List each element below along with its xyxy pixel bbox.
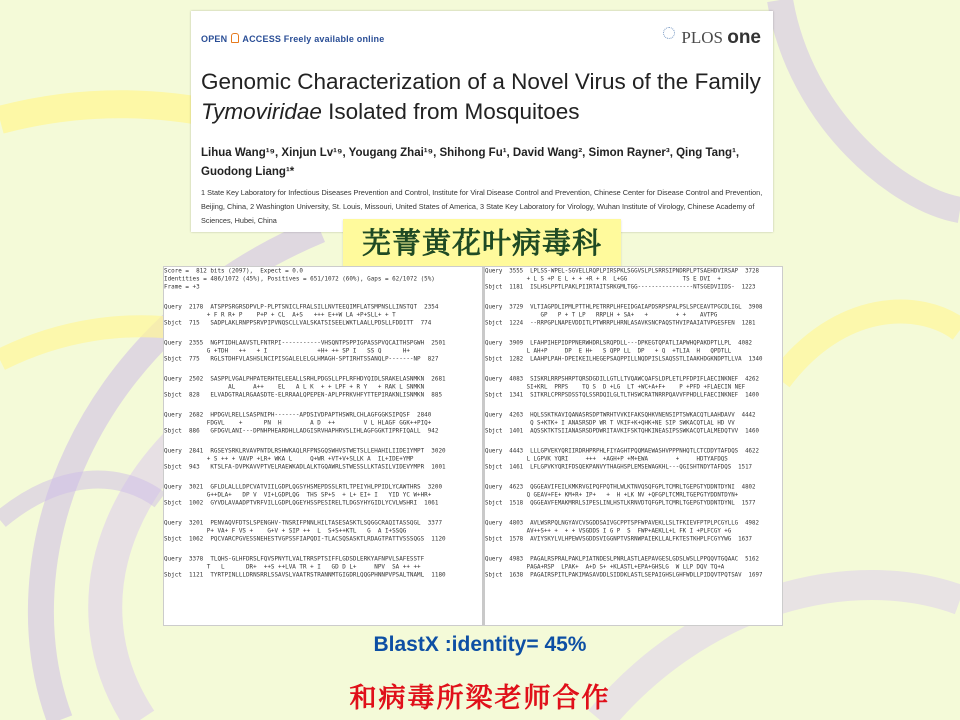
query-line: Query 2502 SASPPLVGALPHPATERHTELEEALLSRHLPDGSLLPFLRFHDYQIDLSRAKELASNMKN 2681 — [164, 375, 446, 383]
paper-affiliations: 1 State Key Laboratory for Infectious Diseases Prevention and Control, Institute for Viral Disease Control and Prevention, Chinese Center for Disease Control and Prevention, Beijing, China, 2 Washington University, St. Louis, Missouri, United States of America, 3 State Key Laboratory for Virology, Wuhan Institute of Virology, Chinese Academy of Sciences, Hubei, China — [201, 188, 763, 225]
alignment-block — [164, 339, 446, 363]
query-line: Query 3378 TLQHS-GLHFDRSLFQVSPNYTLVALTRRSPTSIFFLGDSDLERKYAFNPVLSAFESSTF — [164, 555, 425, 563]
cooperation-caption: 和病毒所梁老师合作 — [349, 683, 611, 714]
query-line: Query 3729 VLTIAGPDLIPMLPTTHLPETRRPLHFEIDGAIAPDSRPSPALPSLSPCEAVTPGCDLIGL 3908 — [485, 303, 763, 311]
subject-line: Sbjct 1282 LAAHPLPAH-DPEIKEILHEGEPSAQPPILLNQDPISLSAQSSTLIAAKHDGKNDPTLLVA 1340 — [485, 355, 763, 363]
query-line: Query 3909 LFAHPIHEPIDPPNERWHDRLSRQPDLL---DPKEGTQPATLIAPWHQPAKDPTLLPL 4082 — [485, 339, 753, 347]
subject-line: Sbjct 1638 PAGAIRSPITLPAKIMASAVDDLSIDDKLASTLSEPAIGHSLGHFWDLLPIDQVTPQTSAV 1697 — [485, 571, 763, 579]
alignment-left-column — [164, 267, 482, 625]
plos-logo-icon — [663, 27, 675, 39]
alignment-block — [485, 339, 762, 363]
query-line: Query 4803 AVLWSRPQLNGYAVCVSGDDSAIVGCPPTSPFWPAVEKLLSLTFKIEVFPTPLPCGYLLG 4982 — [485, 519, 759, 527]
query-line: Query 4263 HQLSSKTKAVIQANASRSDPTWRHTVVKIFAKSQHKVNENSIPTSWKACQTLAAHDAVV 4442 — [485, 411, 756, 419]
subject-line: Sbjct 1181 ISLHSLPPTLPAKLPIIRTAITSRKGMLTGG----------------NTSGEDVIIDS- 1223 — [485, 283, 756, 291]
subject-line: Sbjct 943 KTSLFA-DVPKAVVPTVELRAEWKADLALKTGQAWRLSTWESSLLKTASILVIDEVYMPR 1001 — [164, 463, 446, 471]
subject-line: Sbjct 1341 SITKRLCPRPSDSSTQLSSRDQILGLTLTHSWCRATNRRPQAVVFPHDLLFAECINKNEF 1400 — [485, 391, 759, 399]
alignment-block — [485, 519, 762, 543]
match-line: PAGA+RSP LPAK+ A+D S+ +KLASTL+EPA+GHSLG W LLP DQV TQ+A — [485, 563, 725, 571]
family-label: 芜菁黄花叶病毒科 — [361, 226, 602, 260]
alignment-block — [485, 411, 762, 435]
alignment-header-line: Score = 812 bits (2097), Expect = 0.0 — [164, 267, 304, 275]
subject-line: Sbjct 1121 TYRTPINLLLDRNSRRLSSAVSLVAATRSTRANNMTGIGDRLQQGPHNNPVPSALTNAML 1180 — [164, 571, 446, 579]
match-line: T L DR+ ++S ++LVA TR + I GD D L+ NPV SA ++ ++ — [164, 563, 421, 571]
query-line: Query 4443 LLLGPVEKYQRIIRDRHPRPHLFIYAGHTPQQMAEWASHVPPPNHQTLCTCDDYTAFDQS 4622 — [485, 447, 759, 455]
blast-identity-caption: BlastX :identity= 45% — [373, 633, 587, 656]
open-access-label: OPEN ACCESS Freely available online — [201, 34, 385, 44]
family-label-banner — [343, 219, 621, 268]
subject-line: Sbjct 886 GFDGVLANI---DPNHPHEARDHLLADGISRVHAPHRVSLIHLAGFGGKTIPRFIQALL 942 — [164, 427, 439, 435]
alignment-block — [485, 483, 762, 507]
match-line: Q S+KTK+ I ANASRSDP WR T VKIF+K+QHK+NE SIP SWKACQTLAL HD VV — [485, 419, 735, 427]
query-line: Query 3021 GFLDLALLLDPCVATVIILGDPLQGSYHSMEPDSSLRTLTPEIYHLPPIDLYCAWTHRS 3200 — [164, 483, 443, 491]
alignment-right-column — [482, 267, 783, 625]
subject-line: Sbjct 1002 GYVDLAVAADPTVRFVILLGDPLQGEYHSSPESIRELTLDGSYHYGIDLYCVLWSHRI 1061 — [164, 499, 439, 507]
match-line: G +TDH ++ + I +H+ ++ SP I SS Q H+ — [164, 347, 410, 355]
alignment-block — [485, 267, 762, 291]
query-line: Query 3555 LPLSS-WPEL-SGVELLRQPLPIRSPKLSGGVSLPLSRRSIPNDRPLPTSAEHDVIRSAP 3728 — [485, 267, 759, 275]
alignment-header-line: Identities = 486/1072 (45%), Positives = 651/1072 (60%), Gaps = 62/1072 (5%) — [164, 275, 435, 283]
subject-line: Sbjct 1461 LFLGPVKYQRIFDSQEKPANVYTHAGHSPLEMSEWAGKHL---QGISHTNDYTAFDQS 1517 — [485, 463, 753, 471]
match-line: P+ VA+ F VS + G+V + SIP ++ L S+S++KTL G A I+SSQG — [164, 527, 407, 535]
query-line: Query 4083 SISKRLRRPSHRPTQRSDGDILLGTLLTVQAWCQAFSLDPLETLPFDPIFLAECINKNEF 4262 — [485, 375, 759, 383]
alignment-block — [164, 447, 446, 471]
alignment-block — [485, 447, 762, 471]
paper-title: Genomic Characterization of a Novel Virus of the Family Tymoviridae Isolated from Mosquitoes — [201, 69, 761, 124]
alignment-block — [164, 555, 446, 579]
alignment-score-header — [164, 267, 446, 291]
match-line: AL A++ EL A L K + + LPF + R Y + RAK L SNMKN — [164, 383, 425, 391]
subject-line: Sbjct 828 ELVADGTRALRGAASDTE-ELRRAALQPEPEN-APLPFRKVHFYTTEPIRAKNLISNMKN 885 — [164, 391, 443, 399]
journal-logo: PLOS one — [663, 27, 761, 49]
match-line: SI+KRL PRPS TQ S D +LG LT +WC+A+F+ P +PFD +FLAECIN NEF — [485, 383, 746, 391]
match-line: + F R R+ P P+P + CL A+S +++ E++W LA +P+SLL+ + T — [164, 311, 396, 319]
query-line: Query 2355 NGPTIDHLAAVSTLFNTRPI-----------VHSQNTPSPPIGPASSPVQCAITHSPGWH 2501 — [164, 339, 446, 347]
subject-line: Sbjct 715 SADPLAKLRNPPSRVPIPVNQSCLLVALSKATSISEELWKTLAALLPDSLLFDDITT 774 — [164, 319, 432, 327]
paper-header-image — [191, 11, 773, 232]
query-line: Query 3201 PENVAQVFDTSLSPENGHV-TNSRIFPNNLHILTASESASKTLSQGGCRAQITASSQGL 3377 — [164, 519, 443, 527]
match-line: L LGPVK YQRI +++ +AGH+P +M+EWA + HDTYAFDQS — [485, 455, 728, 463]
match-line: L AH+P DP E H+ S QPP LL DP + Q +TLIA H QPDTLL — [485, 347, 732, 355]
subject-line: Sbjct 1401 AQSSKTKTSIIANASRSDPDWRITAVKIFSKTQHKINEASIPSSWKACQTLALMEDQTVV 1460 — [485, 427, 759, 435]
query-line: Query 2841 RGSEYSRKLRVAVPNTDLRSHWKAQLRFPNSGQSWHVSTWETSLLEHAHILIIDEIYMPT 3020 — [164, 447, 446, 455]
alignment-header-line: Frame = +3 — [164, 283, 200, 291]
blast-alignment-image — [163, 266, 783, 626]
match-line: FDGVL + PN H A D ++ V L HLAGF GGK++PIQ+ — [164, 419, 432, 427]
query-line: Query 4623 QGGEAVIFEILKMKRVGIPQFPQTHLWLKTNVQSQFGPLTCMRLTGEPGTYDDNTDYNI 4802 — [485, 483, 756, 491]
alignment-block — [164, 519, 446, 543]
alignment-block — [164, 303, 446, 327]
subject-line: Sbjct 1578 AVIYSKYLVLHPEWVSGDDSVIGGNPTVSRNWPAIEKLLALFKTESTKHPLFCGYYWG 1637 — [485, 535, 753, 543]
match-line: + L S +P E L + + +R + R L+GG TS E DVI + — [485, 275, 721, 283]
match-line: + S ++ + VAVP +LR+ WKA L Q+WR +VT+V+SLLK A IL+IDE+YMP — [164, 455, 414, 463]
alignment-block — [485, 555, 762, 579]
match-line: G++DLA+ DP V VI+LGDPLQG THS SP+S + L+ EI+ I YID YC W+HR+ — [164, 491, 432, 499]
subject-line: Sbjct 1224 --RRPGPLNAPEVDDITLPTWRRPLHRNLASAVKSNCPAQSTHVIPAAIATVPGESFEN 1281 — [485, 319, 756, 327]
alignment-block — [164, 483, 446, 507]
query-line: Query 2682 HPDGVLRELLSASPNIPH-------APDSIVDPAPTHSWRLCHLAGFGGKSIPQSF 2840 — [164, 411, 432, 419]
open-lock-icon — [231, 33, 239, 43]
alignment-block — [485, 375, 762, 399]
alignment-block — [164, 375, 446, 399]
alignment-block — [485, 303, 762, 327]
subject-line: Sbjct 1518 QGGEAVFEMAKMRRLSIPESLINLHSTLKRNVDTQFGPLTCMRLTGEPGTYDDNTDYNL 1577 — [485, 499, 756, 507]
query-line: Query 4983 PAGALRSPRALPAKLPIATNDESLPNRLASTLAEPAVGESLGDSLWSLLPPQQVTGQAAC 5162 — [485, 555, 759, 563]
match-line: AV++S++ + + + VSGDDS I G P S FWP+AEKLL+L FK I +PLFCGY +G — [485, 527, 732, 535]
subject-line: Sbjct 775 RGLSTDHFVLASHSLNCIPISGALELELGLHMAGH-SPTIRHTSSANQLP-------NP 827 — [164, 355, 439, 363]
alignment-block — [164, 411, 446, 435]
paper-authors: Lihua Wang¹⁹, Xinjun Lv¹⁹, Yougang Zhai¹⁹, Shihong Fu¹, David Wang², Simon Rayner³, Qing Tang¹, Guodong Liang¹* — [201, 147, 740, 178]
match-line: Q GEAV+FE+ KM+R+ IP+ + H +LK NV +QFGPLTCMRLTGEPGTYDDNTDYN+ — [485, 491, 739, 499]
subject-line: Sbjct 1062 PQCVARCPGVESSNEHESTVGPSSFIAPQDI-TLACSQSASKTLRDAGTPATTVSSSQGS 1120 — [164, 535, 446, 543]
query-line: Query 2178 ATSPPSRGRSDPVLP-PLPTSNICLFRALSILLNVTEEQIMFLATSMPNSLLINSTQT 2354 — [164, 303, 439, 311]
match-line: GP P + T LP RRPLH + SA+ + + + AVTPG — [485, 311, 718, 319]
